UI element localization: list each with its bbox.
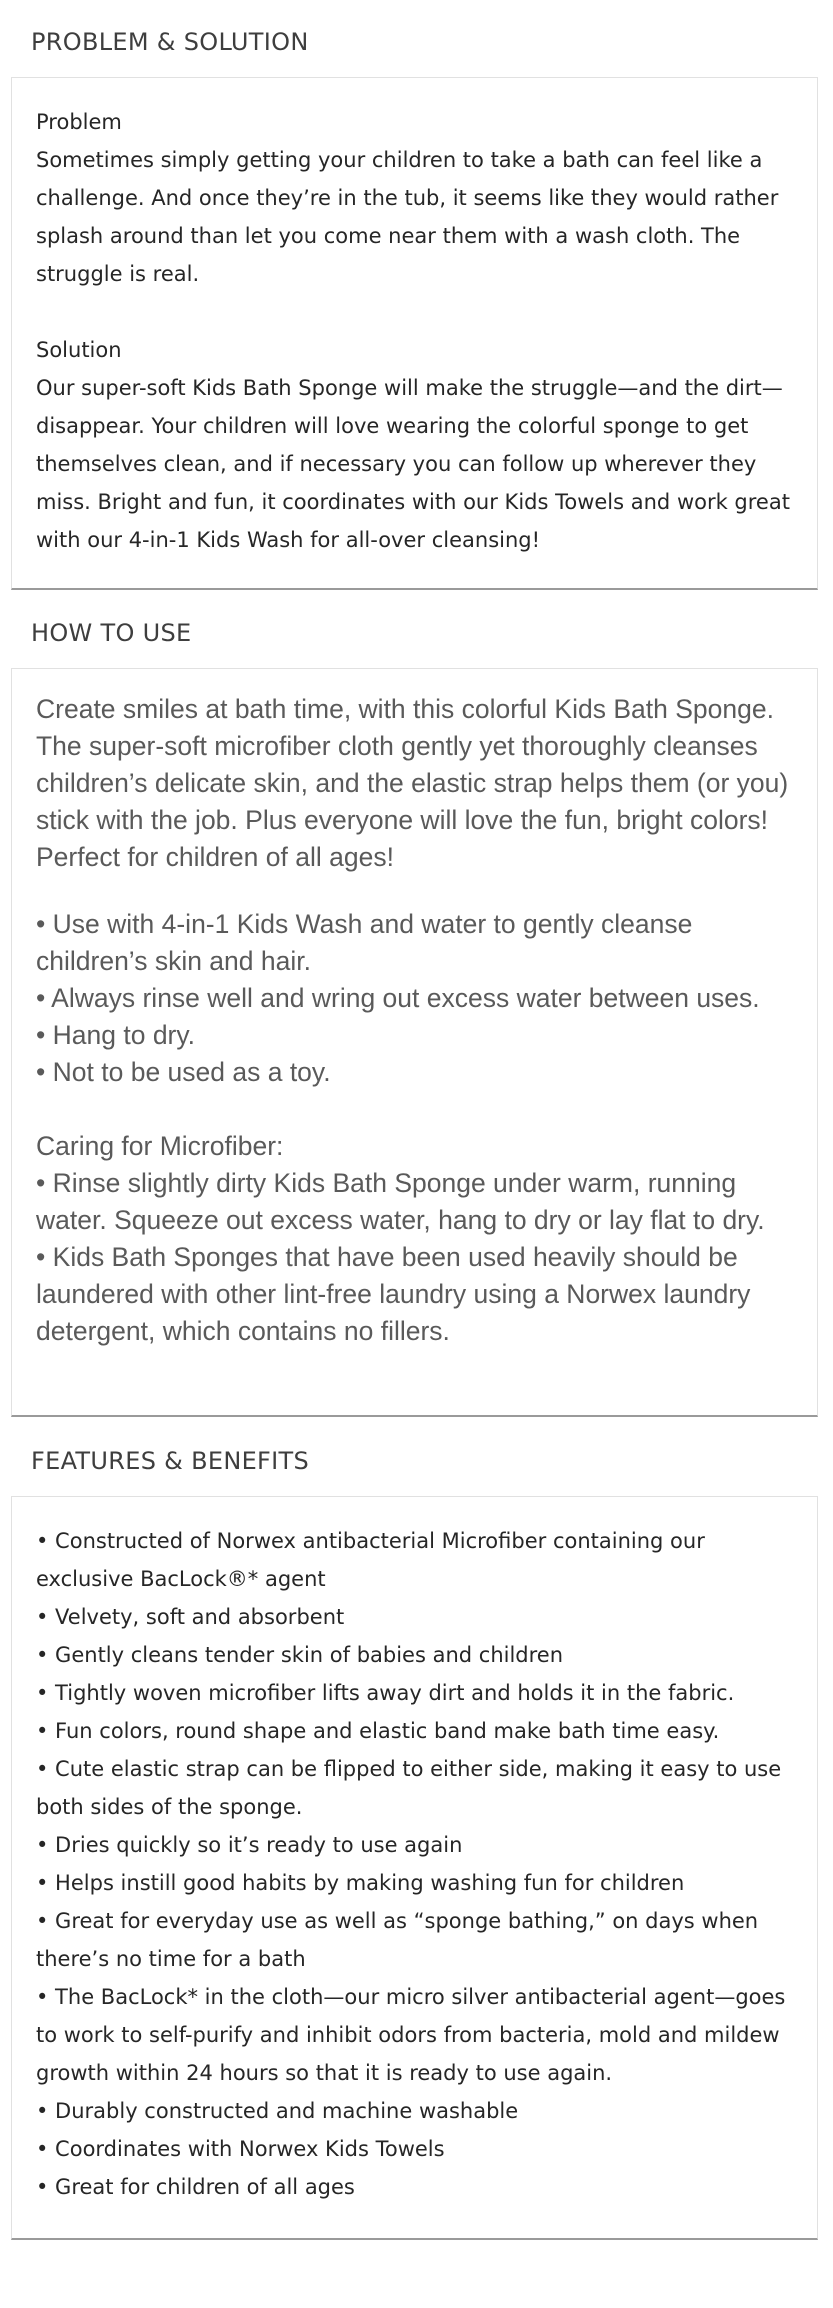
use-bullet: • Always rinse well and wring out excess water between uses. bbox=[36, 983, 760, 1013]
feature-item: • Fun colors, round shape and elastic band make bath time easy. bbox=[36, 1719, 720, 1743]
feature-item: • Cute elastic strap can be flipped to either side, making it easy to use both sides of the sponge. bbox=[36, 1757, 782, 1819]
feature-item: • Great for everyday use as well as “sponge bathing,” on days when there’s no time for a bath bbox=[36, 1909, 759, 1971]
how-to-use-panel bbox=[11, 668, 818, 1417]
features-benefits-list bbox=[36, 1522, 797, 2206]
care-label: Caring for Microfiber: bbox=[36, 1131, 284, 1161]
feature-item: • Gently cleans tender skin of babies and children bbox=[36, 1643, 564, 1667]
how-to-use-text bbox=[36, 691, 797, 1350]
features-benefits-heading: FEATURES & BENEFITS bbox=[31, 1447, 310, 1475]
problem-solution-heading: PROBLEM & SOLUTION bbox=[31, 28, 309, 56]
care-bullet: • Kids Bath Sponges that have been used heavily should be laundered with other lint-free laundry using a Norwex laundry detergent, which contains no fillers. bbox=[36, 1242, 751, 1346]
solution-label: Solution bbox=[36, 338, 122, 362]
problem-solution-text bbox=[36, 103, 797, 559]
solution-text: Our super-soft Kids Bath Sponge will make the struggle—and the dirt—disappear. Your children will love wearing the colorful sponge to get themselves clean, and if necessary you can follow up wherever they miss. Bright and fun, it coordinates with our Kids Towels and work great with our 4-in-1 Kids Wash for all-over cleansing! bbox=[36, 376, 790, 552]
how-to-use-intro: Create smiles at bath time, with this colorful Kids Bath Sponge. The super-soft microfiber cloth gently yet thoroughly cleanses children’s delicate skin, and the elastic strap helps them (or you) stick with the job. Plus everyone will love the fun, bright colors! Perfect for children of all ages! bbox=[36, 694, 789, 872]
how-to-use-heading: HOW TO USE bbox=[31, 619, 192, 647]
feature-item: • Constructed of Norwex antibacterial Microfiber containing our exclusive BacLock®* agent bbox=[36, 1529, 705, 1591]
feature-item: • Dries quickly so it’s ready to use again bbox=[36, 1833, 463, 1857]
use-bullet: • Use with 4-in-1 Kids Wash and water to gently cleanse children’s skin and hair. bbox=[36, 909, 693, 976]
spacer bbox=[36, 293, 797, 331]
feature-item: • Tightly woven microfiber lifts away dirt and holds it in the fabric. bbox=[36, 1681, 735, 1705]
use-bullet: • Not to be used as a toy. bbox=[36, 1057, 331, 1087]
feature-item: • The BacLock* in the cloth—our micro silver antibacterial agent—goes to work to self-purify and inhibit odors from bacteria, mold and mildew growth within 24 hours so that it is ready to use again. bbox=[36, 1985, 786, 2085]
feature-item: • Velvety, soft and absorbent bbox=[36, 1605, 345, 1629]
feature-item: • Durably constructed and machine washable bbox=[36, 2099, 519, 2123]
feature-item: • Helps instill good habits by making washing fun for children bbox=[36, 1871, 685, 1895]
feature-item: • Coordinates with Norwex Kids Towels bbox=[36, 2137, 445, 2161]
problem-label: Problem bbox=[36, 110, 122, 134]
spacer bbox=[36, 876, 797, 906]
problem-solution-panel bbox=[11, 77, 818, 590]
features-benefits-panel bbox=[11, 1496, 818, 2240]
use-bullet: • Hang to dry. bbox=[36, 1020, 196, 1050]
problem-text: Sometimes simply getting your children to take a bath can feel like a challenge. And once they’re in the tub, it seems like they would rather splash around than let you come near them with a wash cloth. The struggle is real. bbox=[36, 148, 779, 286]
feature-item: • Great for children of all ages bbox=[36, 2175, 355, 2199]
spacer bbox=[36, 1091, 797, 1128]
care-bullet: • Rinse slightly dirty Kids Bath Sponge under warm, running water. Squeeze out excess water, hang to dry or lay flat to dry. bbox=[36, 1168, 765, 1235]
